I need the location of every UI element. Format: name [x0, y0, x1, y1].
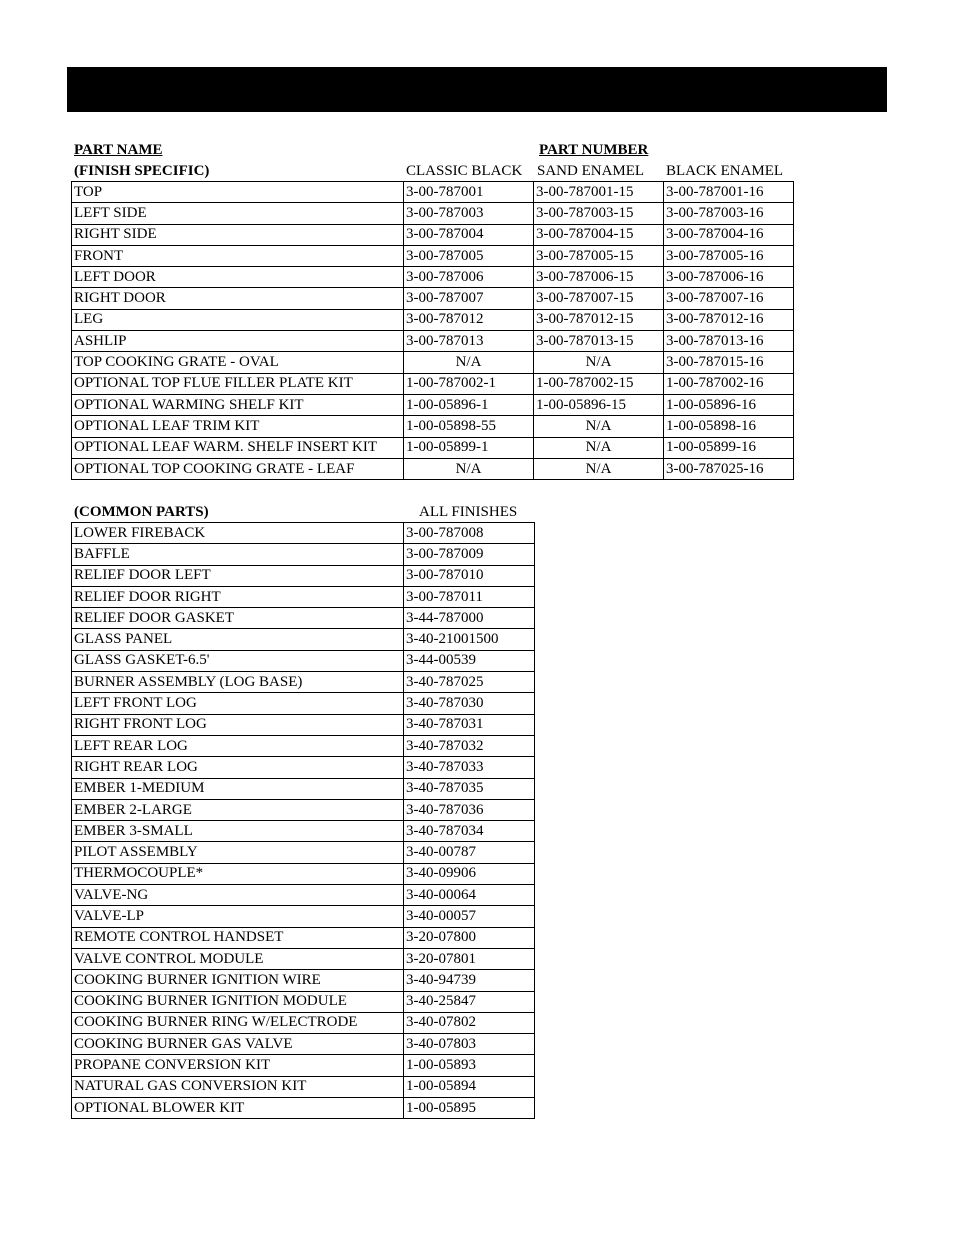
table-row	[72, 1012, 535, 1033]
table-row	[72, 863, 535, 884]
part-number-cell: 1-00-05896-15	[534, 394, 664, 415]
part-number-cell: 3-00-787006	[404, 267, 534, 288]
table-row	[72, 906, 535, 927]
part-name-cell: RIGHT FRONT LOG	[72, 714, 404, 735]
part-number-cell: 3-00-787003	[404, 203, 534, 224]
table-row	[72, 693, 535, 714]
part-number-cell: 3-40-787025	[404, 672, 535, 693]
part-name-cell: RIGHT REAR LOG	[72, 757, 404, 778]
table-row	[72, 288, 794, 309]
table-row	[72, 650, 535, 671]
table-row	[72, 714, 535, 735]
part-name-cell: LEFT SIDE	[72, 203, 404, 224]
part-number-cell: 3-00-787004-15	[534, 224, 664, 245]
common-parts-table	[71, 522, 535, 1119]
part-number-cell: 1-00-05893	[404, 1055, 535, 1076]
part-number-cell: N/A	[534, 437, 664, 458]
part-name-cell: LEFT FRONT LOG	[72, 693, 404, 714]
part-number-cell: 1-00-05896-16	[664, 394, 794, 415]
part-name-cell: REMOTE CONTROL HANDSET	[72, 927, 404, 948]
table-row	[72, 778, 535, 799]
part-number-cell: 3-40-21001500	[404, 629, 535, 650]
part-name-cell: COOKING BURNER GAS VALVE	[72, 1034, 404, 1055]
part-number-cell: 3-40-07803	[404, 1034, 535, 1055]
part-number-cell: 3-00-787006-16	[664, 267, 794, 288]
part-number-cell: 3-40-00057	[404, 906, 535, 927]
part-name-cell: PROPANE CONVERSION KIT	[72, 1055, 404, 1076]
part-number-header: PART NUMBER	[539, 142, 649, 158]
table-row	[72, 885, 535, 906]
part-number-cell: 3-00-787001-16	[664, 182, 794, 203]
part-number-cell: 3-00-787009	[404, 544, 535, 565]
part-number-cell: 3-00-787003-15	[534, 203, 664, 224]
part-number-cell: N/A	[534, 416, 664, 437]
part-name-cell: COOKING BURNER IGNITION MODULE	[72, 991, 404, 1012]
part-number-cell: 3-00-787005	[404, 245, 534, 266]
table-row	[72, 991, 535, 1012]
common-parts-label: (COMMON PARTS)	[74, 504, 209, 520]
part-number-cell: 1-00-787002-1	[404, 373, 534, 394]
part-name-cell: OPTIONAL LEAF WARM. SHELF INSERT KIT	[72, 437, 404, 458]
part-name-cell: LOWER FIREBACK	[72, 523, 404, 544]
part-name-cell: GLASS PANEL	[72, 629, 404, 650]
table-row	[72, 821, 535, 842]
part-number-cell: 3-00-787004	[404, 224, 534, 245]
part-number-cell: 3-40-787031	[404, 714, 535, 735]
part-number-cell: 3-00-787001-15	[534, 182, 664, 203]
table-row	[72, 309, 794, 330]
part-name-cell: OPTIONAL LEAF TRIM KIT	[72, 416, 404, 437]
part-name-cell: OPTIONAL TOP FLUE FILLER PLATE KIT	[72, 373, 404, 394]
part-name-cell: ASHLIP	[72, 331, 404, 352]
part-number-cell: 3-00-787012-16	[664, 309, 794, 330]
part-name-cell: OPTIONAL WARMING SHELF KIT	[72, 394, 404, 415]
part-number-cell: 3-44-00539	[404, 650, 535, 671]
finish-specific-table-body	[72, 182, 794, 480]
part-number-cell: 3-40-787030	[404, 693, 535, 714]
part-name-header: PART NAME	[74, 142, 163, 158]
table-row	[72, 523, 535, 544]
part-name-cell: TOP COOKING GRATE - OVAL	[72, 352, 404, 373]
part-name-cell: OPTIONAL BLOWER KIT	[72, 1098, 404, 1119]
part-number-cell: 3-40-787034	[404, 821, 535, 842]
part-name-cell: NATURAL GAS CONVERSION KIT	[72, 1076, 404, 1097]
part-name-cell: OPTIONAL TOP COOKING GRATE - LEAF	[72, 458, 404, 479]
part-name-cell: LEFT REAR LOG	[72, 735, 404, 756]
part-number-cell: 3-00-787015-16	[664, 352, 794, 373]
part-number-cell: 3-40-787035	[404, 778, 535, 799]
part-number-cell: 1-00-05899-1	[404, 437, 534, 458]
part-number-cell: 3-40-94739	[404, 970, 535, 991]
table-row	[72, 331, 794, 352]
part-number-cell: 3-00-787010	[404, 565, 535, 586]
part-name-cell: BAFFLE	[72, 544, 404, 565]
table-row	[72, 1055, 535, 1076]
table-row	[72, 799, 535, 820]
part-name-cell: RIGHT DOOR	[72, 288, 404, 309]
part-number-cell: 3-00-787007	[404, 288, 534, 309]
part-number-cell: 3-40-00064	[404, 885, 535, 906]
part-number-cell: 3-40-787032	[404, 735, 535, 756]
part-number-cell: N/A	[404, 352, 534, 373]
part-number-cell: 3-00-787003-16	[664, 203, 794, 224]
table-row	[72, 1098, 535, 1119]
part-number-cell: 3-00-787005-16	[664, 245, 794, 266]
column-header-classic-black: CLASSIC BLACK	[406, 163, 523, 179]
part-name-cell: RELIEF DOOR GASKET	[72, 608, 404, 629]
column-header-black-enamel: BLACK ENAMEL	[666, 163, 784, 179]
part-name-cell: LEG	[72, 309, 404, 330]
table-row	[72, 970, 535, 991]
table-row	[72, 458, 794, 479]
part-name-cell: EMBER 1-MEDIUM	[72, 778, 404, 799]
finish-specific-table	[71, 181, 794, 480]
table-row	[72, 245, 794, 266]
table-row	[72, 416, 794, 437]
part-number-cell: 3-00-787011	[404, 586, 535, 607]
table-row	[72, 629, 535, 650]
part-number-cell: 3-40-00787	[404, 842, 535, 863]
table-row	[72, 182, 794, 203]
part-number-cell: 3-00-787004-16	[664, 224, 794, 245]
part-number-cell: 1-00-05898-16	[664, 416, 794, 437]
table-row	[72, 1034, 535, 1055]
part-number-cell: 3-44-787000	[404, 608, 535, 629]
header-black-bar	[67, 67, 887, 112]
part-number-cell: 3-00-787013-16	[664, 331, 794, 352]
part-name-cell: THERMOCOUPLE*	[72, 863, 404, 884]
part-number-cell: 1-00-05896-1	[404, 394, 534, 415]
part-number-cell: 3-40-07802	[404, 1012, 535, 1033]
table-row	[72, 565, 535, 586]
part-name-cell: TOP	[72, 182, 404, 203]
part-number-cell: 3-20-07800	[404, 927, 535, 948]
table-row	[72, 586, 535, 607]
part-name-cell: COOKING BURNER IGNITION WIRE	[72, 970, 404, 991]
part-number-cell: 3-00-787008	[404, 523, 535, 544]
part-number-cell: N/A	[534, 352, 664, 373]
part-name-cell: PILOT ASSEMBLY	[72, 842, 404, 863]
table-row	[72, 757, 535, 778]
part-number-cell: 1-00-05898-55	[404, 416, 534, 437]
part-number-cell: 1-00-05894	[404, 1076, 535, 1097]
part-number-cell: 3-40-09906	[404, 863, 535, 884]
part-name-cell: RELIEF DOOR LEFT	[72, 565, 404, 586]
part-number-cell: 3-00-787001	[404, 182, 534, 203]
part-name-cell: BURNER ASSEMBLY (LOG BASE)	[72, 672, 404, 693]
part-number-cell: 3-00-787007-16	[664, 288, 794, 309]
part-name-cell: FRONT	[72, 245, 404, 266]
part-number-cell: 1-00-05895	[404, 1098, 535, 1119]
part-name-cell: COOKING BURNER RING W/ELECTRODE	[72, 1012, 404, 1033]
part-name-cell: GLASS GASKET-6.5'	[72, 650, 404, 671]
part-name-cell: VALVE-NG	[72, 885, 404, 906]
part-name-cell: RIGHT SIDE	[72, 224, 404, 245]
finish-specific-label: (FINISH SPECIFIC)	[74, 163, 210, 179]
part-number-cell: 3-00-787013	[404, 331, 534, 352]
part-number-cell: 1-00-05899-16	[664, 437, 794, 458]
part-name-cell: VALVE-LP	[72, 906, 404, 927]
part-number-cell: 3-40-787036	[404, 799, 535, 820]
part-number-cell: N/A	[404, 458, 534, 479]
part-number-cell: 3-00-787012-15	[534, 309, 664, 330]
part-number-cell: 1-00-787002-15	[534, 373, 664, 394]
part-number-cell: 3-00-787013-15	[534, 331, 664, 352]
part-number-cell: 3-00-787007-15	[534, 288, 664, 309]
table-row	[72, 927, 535, 948]
common-parts-table-body	[72, 523, 535, 1119]
part-number-cell: 3-00-787006-15	[534, 267, 664, 288]
table-row	[72, 352, 794, 373]
table-row	[72, 735, 535, 756]
part-name-cell: VALVE CONTROL MODULE	[72, 948, 404, 969]
part-number-cell: 3-40-25847	[404, 991, 535, 1012]
part-number-cell: 3-00-787012	[404, 309, 534, 330]
part-name-cell: LEFT DOOR	[72, 267, 404, 288]
part-number-cell: 1-00-787002-16	[664, 373, 794, 394]
table-row	[72, 373, 794, 394]
table-row	[72, 608, 535, 629]
part-name-cell: EMBER 3-SMALL	[72, 821, 404, 842]
part-number-cell: 3-40-787033	[404, 757, 535, 778]
table-row	[72, 203, 794, 224]
table-row	[72, 437, 794, 458]
table-row	[72, 544, 535, 565]
column-header-sand-enamel: SAND ENAMEL	[537, 163, 645, 179]
part-number-cell: N/A	[534, 458, 664, 479]
part-number-cell: 3-00-787005-15	[534, 245, 664, 266]
table-row	[72, 672, 535, 693]
part-number-cell: 3-00-787025-16	[664, 458, 794, 479]
table-row	[72, 267, 794, 288]
table-row	[72, 394, 794, 415]
table-row	[72, 842, 535, 863]
column-header-all-finishes: ALL FINISHES	[419, 504, 518, 520]
part-number-cell: 3-20-07801	[404, 948, 535, 969]
table-row	[72, 948, 535, 969]
part-name-cell: RELIEF DOOR RIGHT	[72, 586, 404, 607]
table-row	[72, 1076, 535, 1097]
part-name-cell: EMBER 2-LARGE	[72, 799, 404, 820]
table-row	[72, 224, 794, 245]
